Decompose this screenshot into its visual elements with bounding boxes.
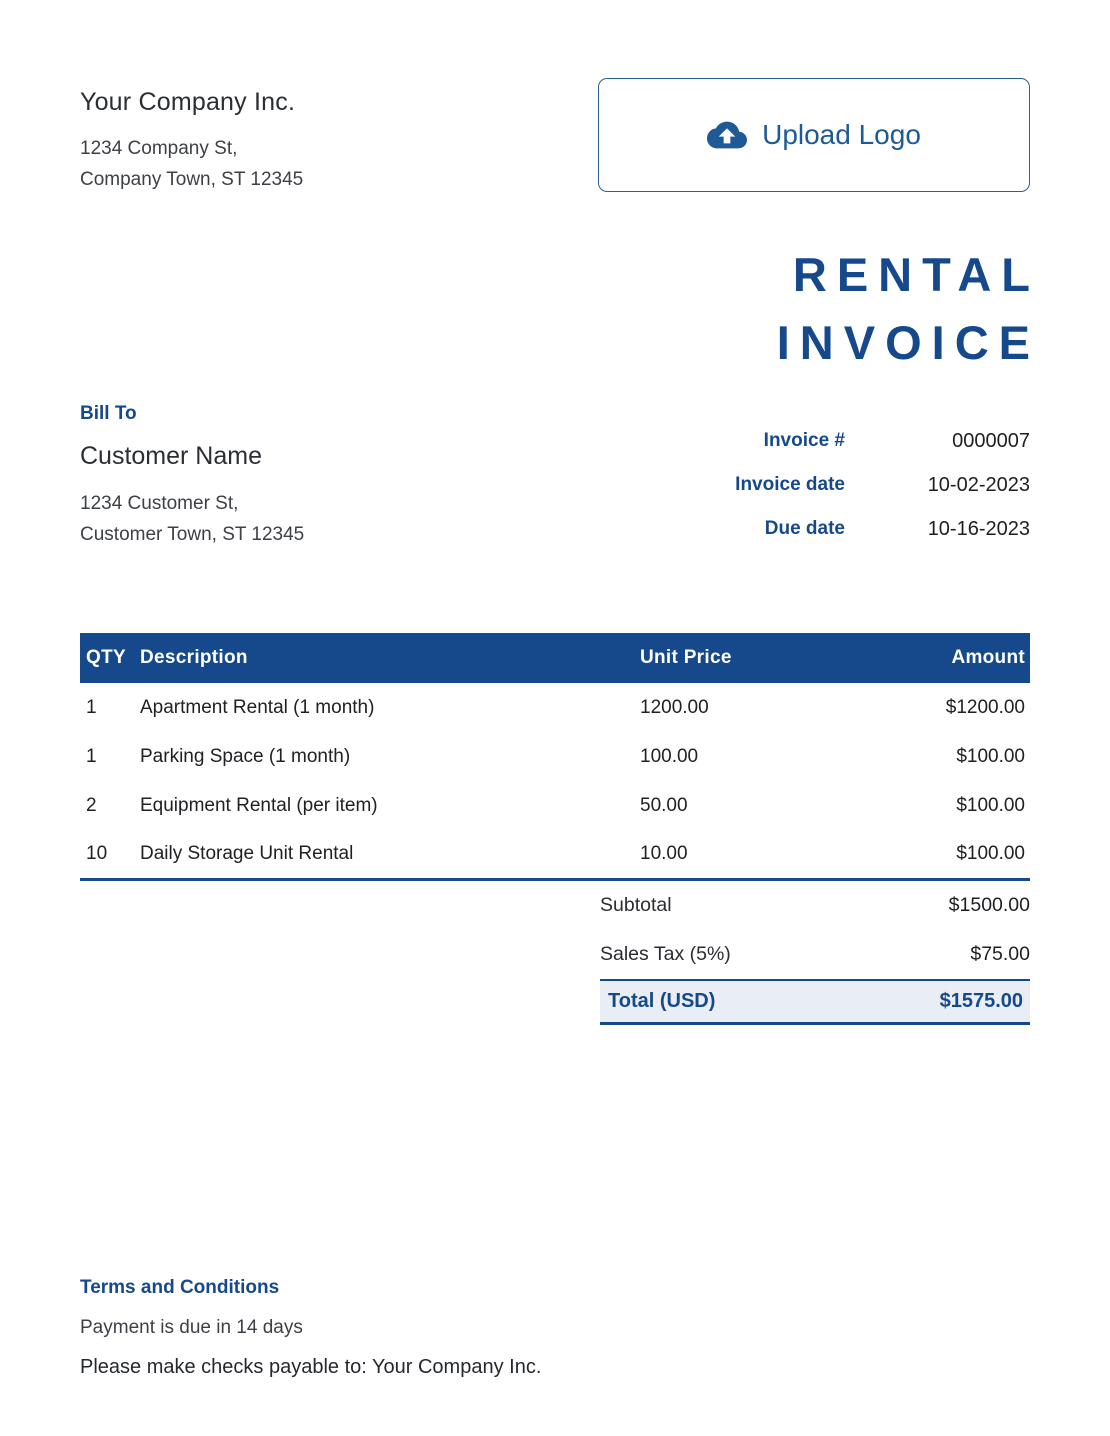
due-date-value: 10-16-2023	[927, 517, 1030, 540]
table-row	[80, 732, 1030, 781]
invoice-date-value: 10-02-2023	[927, 473, 1030, 496]
document-title	[80, 241, 1040, 377]
company-address-line1: 1234 Company St,	[80, 138, 238, 159]
customer-name: Customer Name	[80, 442, 262, 470]
subtotal-label: Subtotal	[600, 893, 672, 916]
item-amount: $100.00	[956, 745, 1025, 767]
sales-tax-label: Sales Tax (5%)	[600, 942, 731, 965]
item-description: Equipment Rental (per item)	[140, 794, 378, 816]
item-amount: $100.00	[956, 794, 1025, 816]
terms-block	[80, 1277, 1030, 1379]
upload-logo-button[interactable]	[598, 78, 1030, 192]
upload-logo-label: Upload Logo	[762, 119, 921, 150]
due-date-row	[600, 507, 1030, 551]
company-name: Your Company Inc.	[80, 88, 296, 116]
sales-tax-row	[600, 930, 1030, 979]
items-table-header	[80, 633, 1030, 683]
subtotal-value: $1500.00	[948, 893, 1030, 916]
item-amount: $100.00	[956, 842, 1025, 864]
total-row	[600, 979, 1030, 1025]
terms-heading: Terms and Conditions	[80, 1276, 280, 1298]
invoice-number-row	[600, 419, 1030, 463]
cloud-upload-icon	[707, 115, 747, 155]
item-qty: 10	[86, 842, 108, 864]
customer-address	[80, 488, 304, 550]
item-qty: 2	[86, 794, 97, 816]
document-title-line1: RENTAL	[792, 248, 1040, 301]
bill-to-block	[80, 403, 304, 551]
totals-block	[600, 881, 1030, 1025]
company-address-line2: Company Town, ST 12345	[80, 169, 304, 190]
item-unit-price: 100.00	[640, 745, 699, 767]
description-column-header: Description	[140, 647, 248, 668]
invoice-number-label: Invoice #	[763, 430, 845, 451]
company-block	[80, 78, 303, 195]
items-table	[80, 633, 1030, 881]
item-unit-price: 1200.00	[640, 696, 709, 718]
unit-price-column-header: Unit Price	[640, 647, 732, 668]
customer-address-line1: 1234 Customer St,	[80, 493, 239, 514]
sales-tax-value: $75.00	[970, 942, 1030, 965]
item-qty: 1	[86, 745, 97, 767]
table-row	[80, 830, 1030, 879]
invoice-date-row	[600, 463, 1030, 507]
amount-column-header: Amount	[951, 647, 1025, 668]
invoice-number-value: 0000007	[952, 429, 1030, 452]
table-row	[80, 781, 1030, 830]
table-row	[80, 683, 1030, 732]
invoice-meta-block	[600, 419, 1030, 551]
item-unit-price: 50.00	[640, 794, 688, 816]
customer-address-line2: Customer Town, ST 12345	[80, 524, 305, 545]
company-address	[80, 133, 303, 195]
subtotal-row	[600, 881, 1030, 930]
document-title-line2: INVOICE	[776, 316, 1040, 369]
item-unit-price: 10.00	[640, 842, 688, 864]
terms-line2: Please make checks payable to: Your Company Inc.	[80, 1355, 542, 1378]
invoice-date-label: Invoice date	[735, 474, 845, 495]
info-row	[80, 403, 1030, 551]
item-description: Apartment Rental (1 month)	[140, 696, 375, 718]
item-amount: $1200.00	[945, 696, 1025, 718]
header-row	[80, 78, 1030, 195]
items-table-header-row	[80, 633, 1030, 683]
terms-line1: Payment is due in 14 days	[80, 1316, 303, 1338]
item-qty: 1	[86, 696, 97, 718]
qty-column-header: QTY	[86, 647, 126, 668]
due-date-label: Due date	[764, 518, 845, 539]
total-label: Total (USD)	[608, 989, 716, 1012]
total-value: $1575.00	[939, 989, 1023, 1012]
item-description: Parking Space (1 month)	[140, 745, 351, 767]
item-description: Daily Storage Unit Rental	[140, 842, 354, 864]
bill-to-heading: Bill To	[80, 403, 137, 424]
